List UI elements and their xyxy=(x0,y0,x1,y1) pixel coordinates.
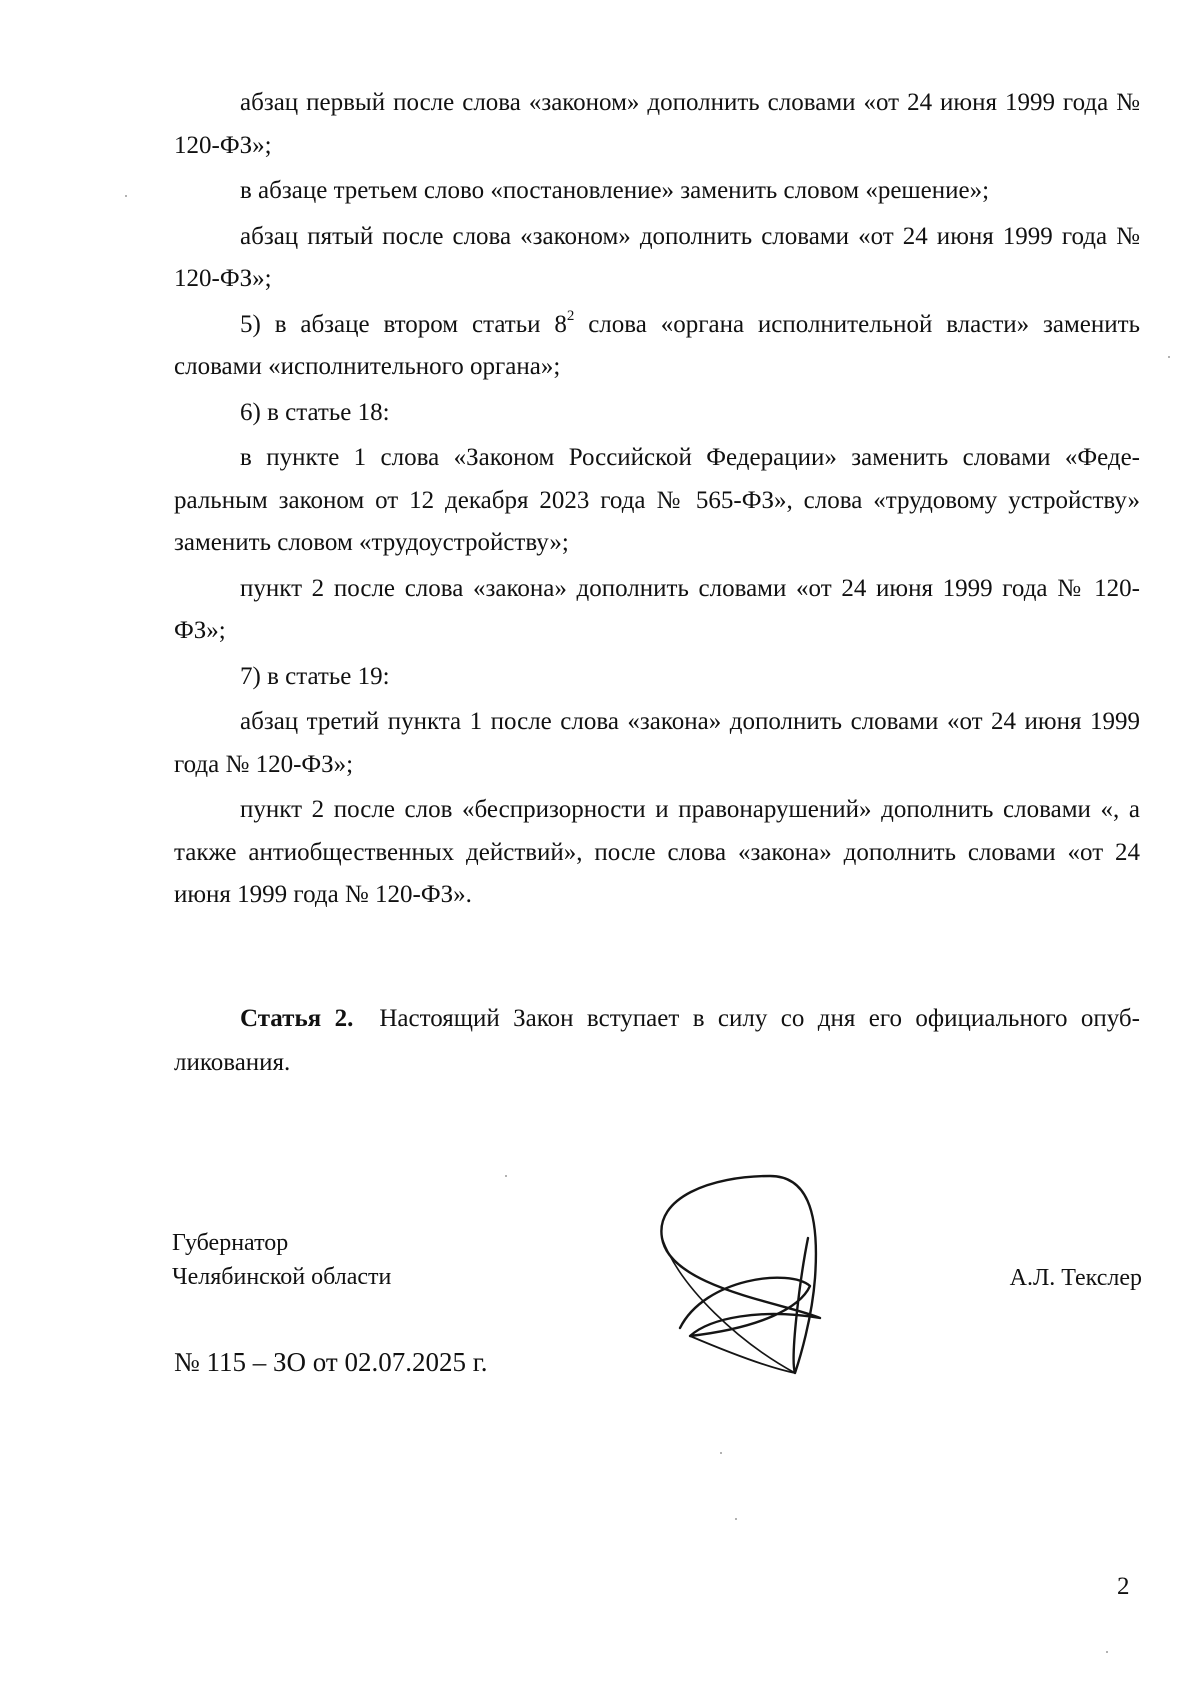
paragraph-10: пункт 2 после слов «беспризорности и правонарушений» дополнить словами «, а также антиобщественных действий», после слова «закона» дополнить словами «от 24 июня 1999 года № 120-ФЗ». xyxy=(174,796,1140,908)
article-2-label: Статья 2. xyxy=(240,1005,354,1032)
governor-title-line-1: Губернатор xyxy=(172,1230,289,1256)
paragraph-5: 6) в статье 18: xyxy=(240,398,390,426)
scan-speck xyxy=(1168,356,1170,358)
paragraph-3: абзац пятый после слова «законом» дополнить словами «от 24 июня 1999 года № 120-ФЗ»; xyxy=(174,222,1140,292)
amendments-text xyxy=(174,82,1140,920)
paragraph-4 xyxy=(174,304,1140,389)
article-superscript: 2 xyxy=(566,308,575,325)
page-number: 2 xyxy=(1117,1573,1130,1600)
article-2 xyxy=(174,997,1140,1085)
handwritten-signature xyxy=(650,1168,880,1398)
scan-speck xyxy=(720,1452,722,1454)
scan-speck xyxy=(505,1175,507,1177)
governor-title xyxy=(172,1226,391,1294)
paragraph-9: абзац третий пункта 1 после слова «закона» дополнить словами «от 24 июня 1999 года № 120-ФЗ»; xyxy=(174,708,1140,778)
paragraph-4-end: слова «органа исполнительной власти» заменить словами «исполнительного органа»; xyxy=(174,310,1140,380)
paragraph-4-start: 5) в абзаце втором статьи 8 xyxy=(240,310,567,338)
scan-speck xyxy=(125,195,127,197)
paragraph-7: пункт 2 после слова «закона» дополнить словами «от 24 июня 1999 года № 120-ФЗ»; xyxy=(174,574,1140,644)
paragraph-1: абзац первый после слова «законом» дополнить словами «от 24 июня 1999 года № 120-ФЗ»; xyxy=(174,89,1140,159)
paragraph-6: в пункте 1 слова «Законом Российской Федерации» заменить словами «Федеральным законом от 12 декабря 2023 года № 565-ФЗ», слова «трудовому устройству» заменить словом «трудоустройству»; xyxy=(174,444,1140,556)
scan-speck xyxy=(1106,1651,1108,1653)
governor-name: А.Л. Текслер xyxy=(1009,1265,1142,1291)
article-2-text: Настоящий Закон вступает в силу со дня его официального опубликования. xyxy=(174,1005,1140,1076)
governor-title-line-2: Челябинской области xyxy=(172,1264,392,1290)
paragraph-2: в абзаце третьем слово «постановление» заменить словом «решение»; xyxy=(240,177,990,204)
scan-speck xyxy=(735,1518,737,1520)
law-number: № 115 – ЗО от 02.07.2025 г. xyxy=(174,1347,488,1377)
paragraph-8: 7) в статье 19: xyxy=(240,662,390,690)
